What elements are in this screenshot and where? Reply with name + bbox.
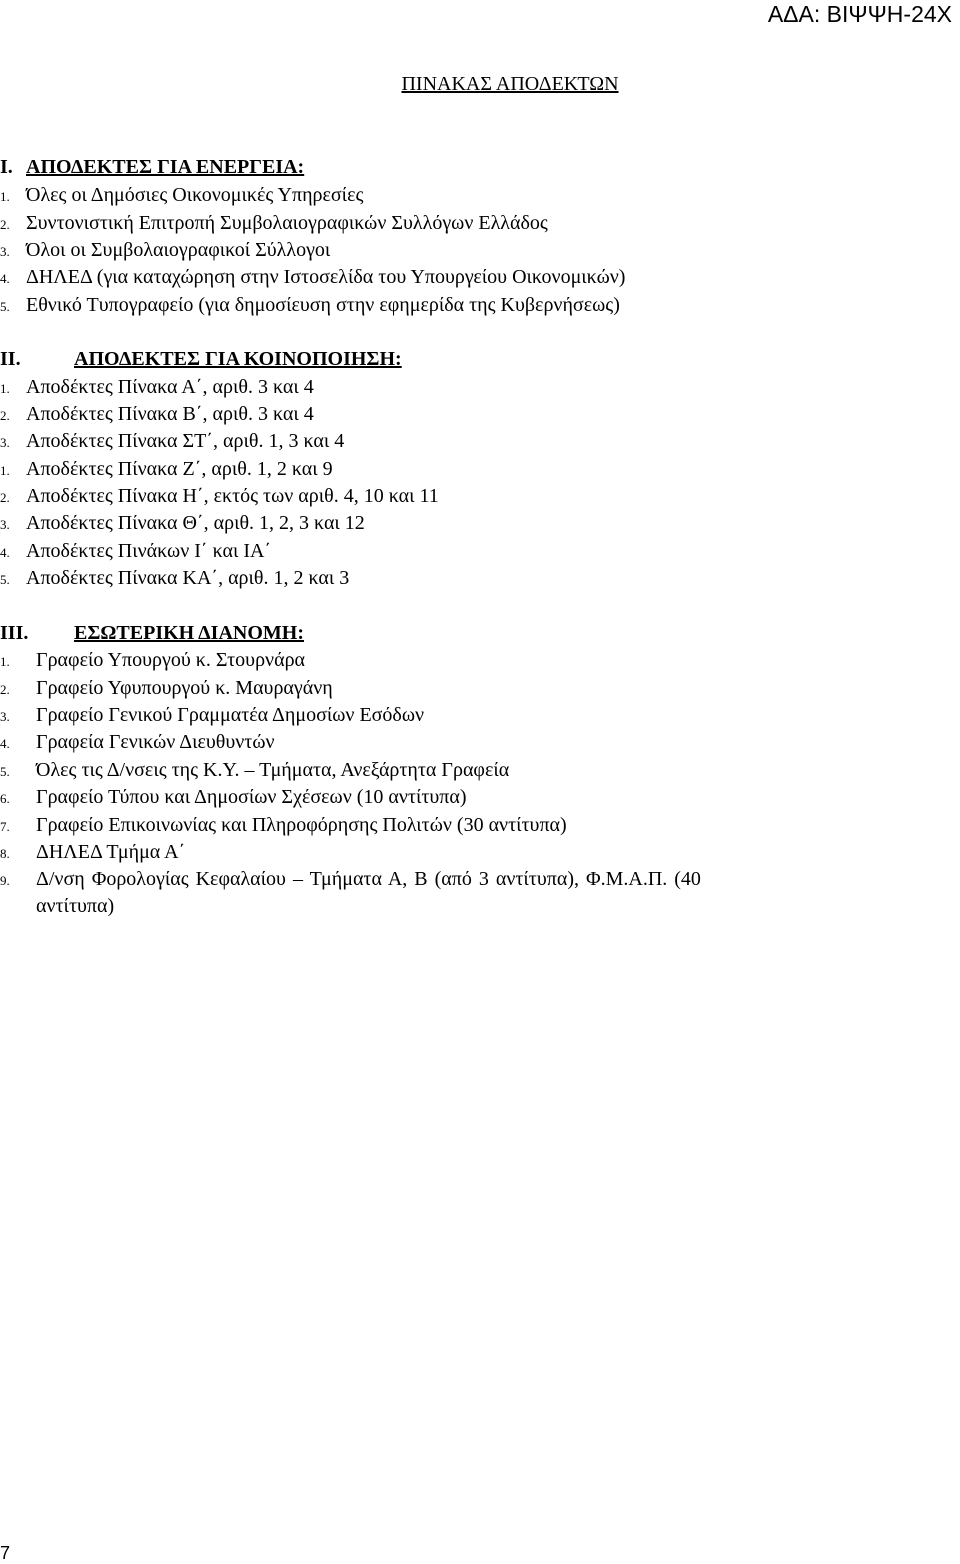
item-number: 5. [0, 764, 10, 779]
item-text: Γραφείο Γενικού Γραμματέα Δημοσίων Εσόδων [36, 704, 425, 726]
section-1-number: I. [0, 156, 13, 178]
item-number: 6. [0, 791, 10, 806]
page-number: 7 [0, 1543, 11, 1563]
item-number: 4. [0, 736, 10, 751]
item-number: 2. [0, 408, 10, 423]
item-text: Όλες οι Δημόσιες Οικονομικές Υπηρεσίες [26, 184, 364, 206]
item-number: 5. [0, 299, 10, 314]
item-text: Αποδέκτες Πινάκων Ι΄ και ΙΑ΄ [26, 540, 272, 562]
item-number: 5. [0, 572, 10, 587]
item-number: 3. [0, 435, 10, 450]
item-text: Όλοι οι Συμβολαιογραφικοί Σύλλογοι [26, 239, 331, 261]
item-text: Γραφείο Υφυπουργού κ. Μαυραγάνη [36, 677, 333, 699]
section-2-title: ΑΠΟΔΕΚΤΕΣ ΓΙΑ ΚΟΙΝΟΠΟΙΗΣΗ: [74, 348, 402, 370]
item-number: 2. [0, 682, 10, 697]
item-number: 1. [0, 654, 10, 669]
item-text: Αποδέκτες Πίνακα Ζ΄, αριθ. 1, 2 και 9 [26, 458, 333, 480]
item-number: 4. [0, 545, 10, 560]
item-text: Αποδέκτες Πίνακα Θ΄, αριθ. 1, 2, 3 και 12 [26, 512, 365, 534]
item-number: 1. [0, 189, 10, 204]
section-2-number: II. [0, 348, 21, 370]
item-text: Συντονιστική Επιτροπή Συμβολαιογραφικών Συλλόγων Ελλάδος [26, 212, 548, 234]
section-3-number: III. [0, 622, 29, 644]
item-number: 3. [0, 244, 10, 259]
item-text: Αποδέκτες Πίνακα Β΄, αριθ. 3 και 4 [26, 403, 314, 425]
section-1-title: ΑΠΟΔΕΚΤΕΣ ΓΙΑ ΕΝΕΡΓΕΙΑ: [26, 156, 305, 178]
item-text: Εθνικό Τυπογραφείο (για δημοσίευση στην εφημερίδα της Κυβερνήσεως) [26, 294, 620, 316]
item-text: ΔΗΛΕΔ Τμήμα Α΄ [36, 841, 186, 863]
item-number: 1. [0, 463, 10, 478]
item-text: Γραφείο Υπουργού κ. Στουρνάρα [36, 649, 306, 671]
item-text: Όλες τις Δ/νσεις της Κ.Υ. – Τμήματα, Ανεξάρτητα Γραφεία [36, 759, 510, 781]
item-number: 3. [0, 709, 10, 724]
item-text: Δ/νση Φορολογίας Κεφαλαίου – Τμήματα Α, Β (από 3 αντίτυπα), Φ.Μ.Α.Π. (40 [36, 868, 701, 890]
item-text: Γραφεία Γενικών Διευθυντών [36, 731, 275, 753]
item-number: 2. [0, 217, 10, 232]
item-text: Γραφείο Επικοινωνίας και Πληροφόρησης Πολιτών (30 αντίτυπα) [36, 814, 567, 836]
ada-code: ΑΔΑ: ΒΙΨΨΗ-24Χ [767, 1, 952, 27]
item-text: Γραφείο Τύπου και Δημοσίων Σχέσεων (10 αντίτυπα) [36, 786, 467, 808]
document-title [0, 71, 960, 97]
item-number: 3. [0, 517, 10, 532]
item-text: Αποδέκτες Πίνακα Α΄, αριθ. 3 και 4 [26, 376, 314, 398]
item-number: 7. [0, 819, 10, 834]
document-title-text: ΠΙΝΑΚΑΣ ΑΠΟΔΕΚΤΩΝ [401, 73, 619, 95]
item-number: 4. [0, 271, 10, 286]
item-number: 2. [0, 490, 10, 505]
item-number: 8. [0, 846, 10, 861]
item-text: Αποδέκτες Πίνακα ΣΤ΄, αριθ. 1, 3 και 4 [26, 430, 345, 452]
item-text: ΔΗΛΕΔ (για καταχώρηση στην Ιστοσελίδα του Υπουργείου Οικονομικών) [26, 266, 626, 288]
item-text: Αποδέκτες Πίνακα ΚΑ΄, αριθ. 1, 2 και 3 [26, 567, 350, 589]
item-text: Αποδέκτες Πίνακα Η΄, εκτός των αριθ. 4, 10 και 11 [26, 485, 439, 507]
item-number: 9. [0, 873, 10, 888]
item-text: αντίτυπα) [36, 895, 115, 917]
item-number: 1. [0, 381, 10, 396]
section-3-title: ΕΣΩΤΕΡΙΚΗ ΔΙΑΝΟΜΗ: [74, 622, 304, 644]
